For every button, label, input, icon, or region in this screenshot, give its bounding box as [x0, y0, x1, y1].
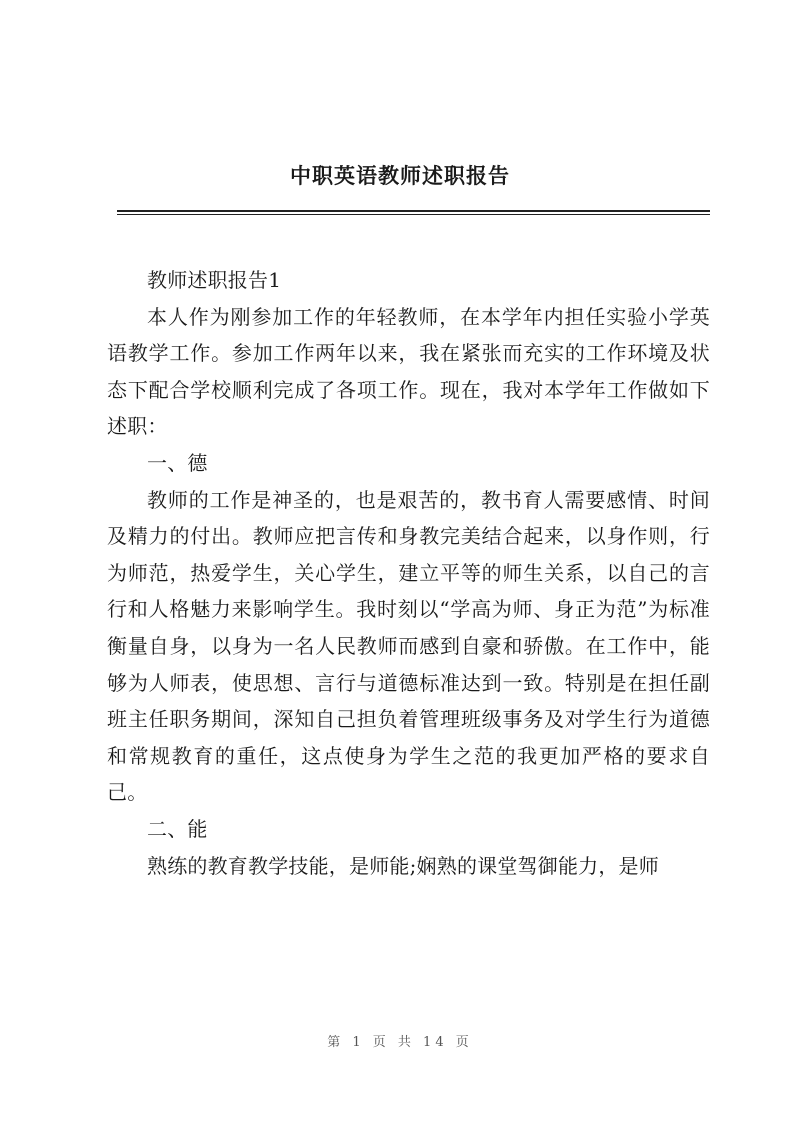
title-divider	[117, 210, 710, 215]
page-title: 中职英语教师述职报告	[290, 163, 510, 188]
paragraph-intro: 本人作为刚参加工作的年轻教师，在本学年内担任实验小学英语教学工作。参加工作两年以来，我在紧张而充实的工作环境及状态下配合学校顺利完成了各项工作。现在，我对本学年工作做如下述职：	[107, 304, 710, 439]
document-body	[107, 262, 710, 884]
section-heading-de: 一、德	[147, 450, 208, 475]
paragraph-neng: 熟练的教育教学技能，是师能;娴熟的课堂驾御能力，是师	[147, 853, 659, 878]
page-number-footer: 第 1 页 共 14 页	[327, 1035, 473, 1050]
section-heading-neng: 二、能	[147, 816, 208, 841]
section-heading: 教师述职报告1	[147, 268, 282, 292]
paragraph-de: 教师的工作是神圣的，也是艰苦的，教书育人需要感情、时间及精力的付出。教师应把言传和身教完美结合起来，以身作则，行为师范，热爱学生，关心学生，建立平等的师生关系，以自己的言行和人格魅力来影响学生。我时刻以“学高为师、身正为范”为标准衡量自身，以身为一名人民教师而感到自豪和骄傲。在工作中，能够为人师表，使思想、言行与道德标准达到一致。特别是在担任副班主任职务期间，深知自己担负着管理班级事务及对学生行为道德和常规教育的重任，这点使身为学生之范的我更加严格的要求自己。	[107, 487, 710, 805]
